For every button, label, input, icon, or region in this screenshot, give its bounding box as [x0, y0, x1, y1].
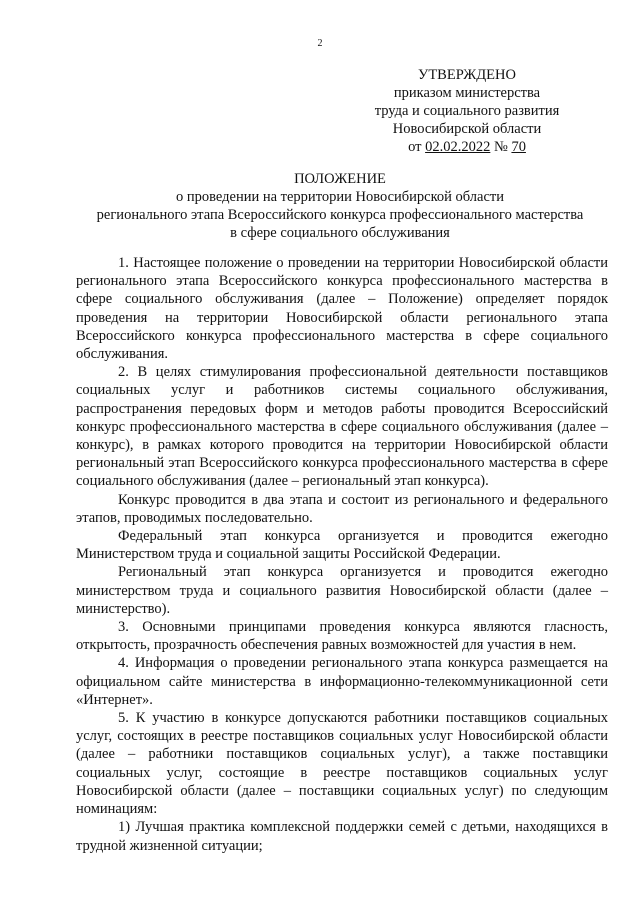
paragraph: Конкурс проводится в два этапа и состоит из регионального и федерального этапов, проводимых последовательно.: [76, 491, 608, 526]
approval-date: 02.02.2022: [425, 139, 491, 155]
paragraph: 1. Настоящее положение о проведении на территории Новосибирской области регионального этапа Всероссийского конкурса профессионального мастерства в сфере социального обслуживания (далее – Положение) определяет порядок проведения на территории Новосибирской области регионального этапа Всероссийского конкурса профессионального мастерства в сфере социального обслуживания.: [76, 255, 608, 363]
paragraph: 3. Основными принципами проведения конкурса являются гласность, открытость, прозрачность обеспечения равных возможностей для участия в нем.: [76, 619, 608, 654]
approval-ministry-line: труда и социального развития: [374, 103, 560, 119]
approval-date-line: [352, 138, 582, 156]
paragraph: Федеральный этап конкурса организуется и проводится ежегодно Министерством труда и социальной защиты Российской Федерации.: [76, 528, 608, 563]
paragraph: Региональный этап конкурса организуется и проводится ежегодно министерством труда и социального развития Новосибирской области (далее – министерство).: [76, 564, 608, 617]
paragraph: 4. Информация о проведении регионального этапа конкурса размещается на официальном сайте министерства в информационно-телекоммуникационной сети «Интернет».: [76, 655, 608, 708]
document-subtitle-line-3: в сфере социального обслуживания: [230, 225, 450, 241]
page-number: 2: [317, 38, 323, 49]
paragraph: 5. К участию в конкурсе допускаются работники поставщиков социальных услуг, состоящих в реестре поставщиков социальных услуг Новосибирской области (далее – работники поставщиков социальных услуг), а также поставщики социальных услуг, состоящие в реестре поставщиков социальных услуг Новосибирской области (далее – поставщики социальных услуг) по следующим номинациям:: [76, 710, 608, 818]
approval-title: УТВЕРЖДЕНО: [418, 67, 516, 83]
approval-stamp: [352, 66, 582, 156]
approval-number: 70: [511, 139, 526, 155]
approval-region-line: Новосибирской области: [392, 121, 542, 137]
document-subtitle-line-1: о проведении на территории Новосибирской области: [175, 189, 504, 205]
approval-order-line: приказом министерства: [393, 85, 541, 101]
document-heading: [70, 170, 610, 242]
approval-date-prefix: от: [408, 139, 426, 155]
document-title: ПОЛОЖЕНИЕ: [294, 171, 386, 187]
paragraph: 2. В целях стимулирования профессиональной деятельности поставщиков социальных услуг и работников системы социального обслуживания, распространения передовых форм и методов работы проводится Всероссийский конкурс профессионального мастерства в сфере социального обслуживания (далее – конкурс), в рамках которого проводится на территории Новосибирской области региональный этап Всероссийского конкурса профессионального мастерства в сфере социального обслуживания (далее – региональный этап конкурса).: [76, 364, 608, 490]
paragraph: 1) Лучшая практика комплексной поддержки семей с детьми, находящихся в трудной жизненной ситуации;: [76, 819, 608, 854]
approval-number-sign: №: [490, 139, 512, 155]
document-subtitle-line-2: регионального этапа Всероссийского конкурса профессионального мастерства: [96, 207, 584, 223]
document-body: [76, 254, 608, 855]
